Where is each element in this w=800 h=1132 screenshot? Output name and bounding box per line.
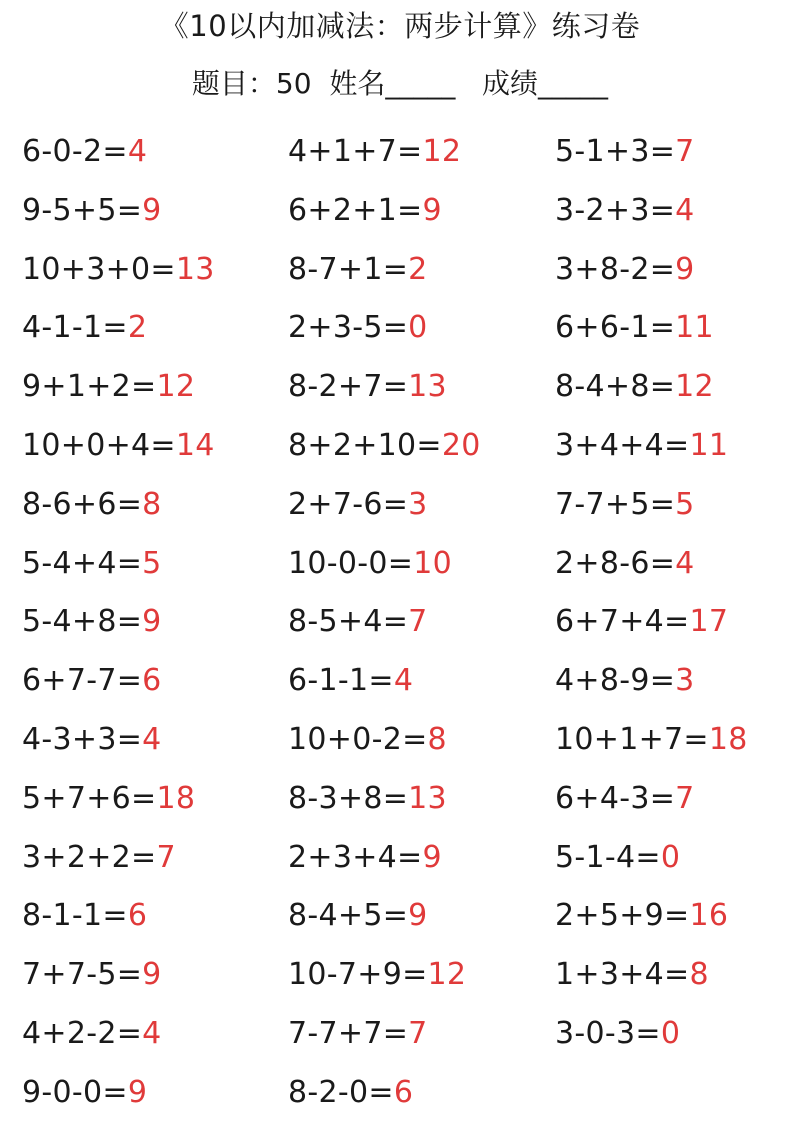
problem-answer: 3 xyxy=(408,486,428,522)
problem-answer: 7 xyxy=(156,839,176,875)
problem-expression: 7-7+5= xyxy=(555,486,676,522)
problem-answer: 4 xyxy=(675,192,695,228)
problem-expression: 3-2+3= xyxy=(555,192,676,228)
problem-item xyxy=(288,191,442,231)
problem-item xyxy=(555,838,680,878)
problem-item xyxy=(555,779,695,819)
problem-answer: 3 xyxy=(675,663,695,699)
problem-expression: 6+4-3= xyxy=(555,780,676,816)
problem-item xyxy=(288,720,447,760)
problem-item xyxy=(288,896,428,936)
problem-answer: 12 xyxy=(422,134,462,169)
problem-answer: 13 xyxy=(408,780,447,816)
problem-item xyxy=(288,544,452,584)
problem-answer: 4 xyxy=(675,545,695,581)
problem-expression: 5-1-4= xyxy=(555,839,661,875)
problem-answer: 11 xyxy=(675,310,714,346)
problem-answer: 18 xyxy=(708,722,748,757)
problem-answer: 9 xyxy=(408,898,428,934)
problem-answer: 8 xyxy=(689,957,709,993)
problem-item xyxy=(22,720,162,760)
problem-item xyxy=(555,485,695,525)
problem-answer: 2 xyxy=(408,251,428,287)
problem-expression: 8-6+6= xyxy=(22,486,143,522)
problem-item xyxy=(22,367,195,407)
problem-expression: 6-1-1= xyxy=(288,663,394,699)
problem-answer: 7 xyxy=(675,134,695,169)
problem-expression: 6-0-2= xyxy=(22,134,128,169)
problem-answer: 9 xyxy=(142,604,162,640)
problem-expression: 4+8-9= xyxy=(555,663,676,699)
problem-answer: 9 xyxy=(422,839,442,875)
problem-expression: 5-1+3= xyxy=(555,134,676,169)
problem-item xyxy=(555,896,728,936)
problem-expression: 9-0-0= xyxy=(22,1074,128,1110)
problem-item xyxy=(22,132,147,172)
problem-item xyxy=(555,544,695,584)
problem-expression: 8-4+5= xyxy=(288,898,409,934)
problem-answer: 4 xyxy=(142,722,162,757)
problem-answer: 5 xyxy=(142,545,162,581)
problem-answer: 6 xyxy=(127,898,148,934)
problem-expression: 6+2+1= xyxy=(288,192,423,228)
problem-expression: 4+2-2= xyxy=(22,1016,143,1051)
problem-expression: 5-4+4= xyxy=(22,545,143,581)
problem-expression: 6+7+4= xyxy=(555,604,690,640)
problem-item xyxy=(288,661,413,701)
problem-answer: 5 xyxy=(675,486,695,522)
problem-expression: 5-4+8= xyxy=(22,604,143,640)
problem-expression: 9+1+2= xyxy=(22,369,157,405)
problem-expression: 8-7+1= xyxy=(288,251,409,287)
problem-expression: 3+8-2= xyxy=(555,251,676,287)
problem-expression: 1+3+4= xyxy=(555,957,690,993)
problem-item xyxy=(288,485,428,525)
problem-answer: 13 xyxy=(175,251,215,287)
problem-expression: 10+1+7= xyxy=(555,722,709,757)
problem-item xyxy=(288,955,466,995)
worksheet-title: 《10以内加减法：两步计算》练习卷 xyxy=(159,9,641,43)
problem-answer: 14 xyxy=(175,428,215,463)
problem-expression: 4-3+3= xyxy=(22,722,143,757)
problem-answer: 18 xyxy=(156,780,196,816)
problem-expression: 2+3-5= xyxy=(288,310,409,346)
problem-expression: 8+2+10= xyxy=(288,428,442,463)
problem-item xyxy=(22,544,162,584)
problem-item xyxy=(22,955,162,995)
problem-answer: 13 xyxy=(408,369,447,405)
problem-answer: 4 xyxy=(393,663,414,699)
problem-item xyxy=(288,602,428,642)
problem-expression: 10-0-0= xyxy=(288,545,414,581)
problem-answer: 0 xyxy=(408,310,428,346)
problem-answer: 12 xyxy=(427,957,467,993)
problem-item xyxy=(555,426,728,466)
problem-expression: 10-7+9= xyxy=(288,957,428,993)
problem-expression: 8-1-1= xyxy=(22,898,128,934)
problem-expression: 7+7-5= xyxy=(22,957,143,993)
problem-expression: 3+4+4= xyxy=(555,428,690,463)
problem-expression: 4-1-1= xyxy=(22,310,128,346)
problem-item xyxy=(22,1014,162,1054)
problem-answer: 7 xyxy=(675,780,695,816)
problem-item xyxy=(22,1073,147,1113)
problem-expression: 8-2+7= xyxy=(288,369,409,405)
problem-item xyxy=(288,779,447,819)
problem-answer: 7 xyxy=(408,1016,428,1051)
problem-answer: 4 xyxy=(142,1016,162,1051)
problem-item xyxy=(555,250,695,290)
problem-answer: 12 xyxy=(156,369,196,405)
problem-answer: 7 xyxy=(408,604,428,640)
problem-answer: 10 xyxy=(413,545,453,581)
problem-item xyxy=(22,838,176,878)
problem-expression: 6+6-1= xyxy=(555,310,676,346)
problem-item xyxy=(288,367,447,407)
problem-answer: 0 xyxy=(660,1016,681,1051)
problem-item xyxy=(22,250,215,290)
problem-item xyxy=(22,661,162,701)
problem-item xyxy=(288,308,428,348)
problem-answer: 17 xyxy=(689,604,729,640)
problem-answer: 2 xyxy=(127,310,148,346)
problem-item xyxy=(288,426,481,466)
problem-expression: 7-7+7= xyxy=(288,1016,409,1051)
problem-answer: 20 xyxy=(441,428,481,463)
problem-item xyxy=(22,485,162,525)
problem-expression: 9-5+5= xyxy=(22,192,143,228)
problem-answer: 16 xyxy=(689,898,729,934)
problem-answer: 9 xyxy=(142,957,162,993)
problem-expression: 2+3+4= xyxy=(288,839,423,875)
problem-item xyxy=(555,132,695,172)
problem-expression: 10+3+0= xyxy=(22,251,176,287)
problem-item xyxy=(288,132,461,172)
problem-answer: 6 xyxy=(142,663,162,699)
problem-item xyxy=(555,191,695,231)
problem-expression: 6+7-7= xyxy=(22,663,143,699)
problem-expression: 10+0-2= xyxy=(288,722,428,757)
problem-answer: 0 xyxy=(660,839,681,875)
problem-item xyxy=(555,661,695,701)
problem-expression: 8-3+8= xyxy=(288,780,409,816)
problem-expression: 3-0-3= xyxy=(555,1016,661,1051)
problem-expression: 8-5+4= xyxy=(288,604,409,640)
problem-item xyxy=(22,308,147,348)
problem-answer: 8 xyxy=(142,486,162,522)
problem-answer: 6 xyxy=(393,1074,414,1110)
problem-item xyxy=(555,602,728,642)
problem-item xyxy=(22,426,215,466)
problem-expression: 2+8-6= xyxy=(555,545,676,581)
problem-answer: 11 xyxy=(689,428,729,463)
problem-expression: 3+2+2= xyxy=(22,839,157,875)
problem-item xyxy=(555,367,714,407)
worksheet-info-line: 题目：50 姓名_____ 成绩_____ xyxy=(191,67,609,100)
problem-answer: 9 xyxy=(675,251,695,287)
problem-item xyxy=(22,779,195,819)
problem-item xyxy=(288,250,428,290)
problem-item xyxy=(555,1014,680,1054)
problem-answer: 12 xyxy=(675,369,714,405)
problem-expression: 8-4+8= xyxy=(555,369,676,405)
problem-item xyxy=(288,838,442,878)
problem-item xyxy=(22,602,162,642)
problem-answer: 9 xyxy=(422,192,442,228)
problem-answer: 9 xyxy=(142,192,162,228)
problem-item xyxy=(288,1073,413,1113)
problem-expression: 5+7+6= xyxy=(22,780,157,816)
problem-expression: 10+0+4= xyxy=(22,428,176,463)
problem-answer: 4 xyxy=(127,134,148,169)
problem-item xyxy=(288,1014,428,1054)
problem-item xyxy=(555,955,709,995)
problem-item xyxy=(22,896,147,936)
problem-expression: 4+1+7= xyxy=(288,134,423,169)
problem-item xyxy=(22,191,162,231)
problem-expression: 2+5+9= xyxy=(555,898,690,934)
problem-answer: 9 xyxy=(127,1074,148,1110)
problem-item xyxy=(555,720,748,760)
problem-expression: 8-2-0= xyxy=(288,1074,394,1110)
problem-item xyxy=(555,308,714,348)
problem-answer: 8 xyxy=(427,722,447,757)
problem-expression: 2+7-6= xyxy=(288,486,409,522)
